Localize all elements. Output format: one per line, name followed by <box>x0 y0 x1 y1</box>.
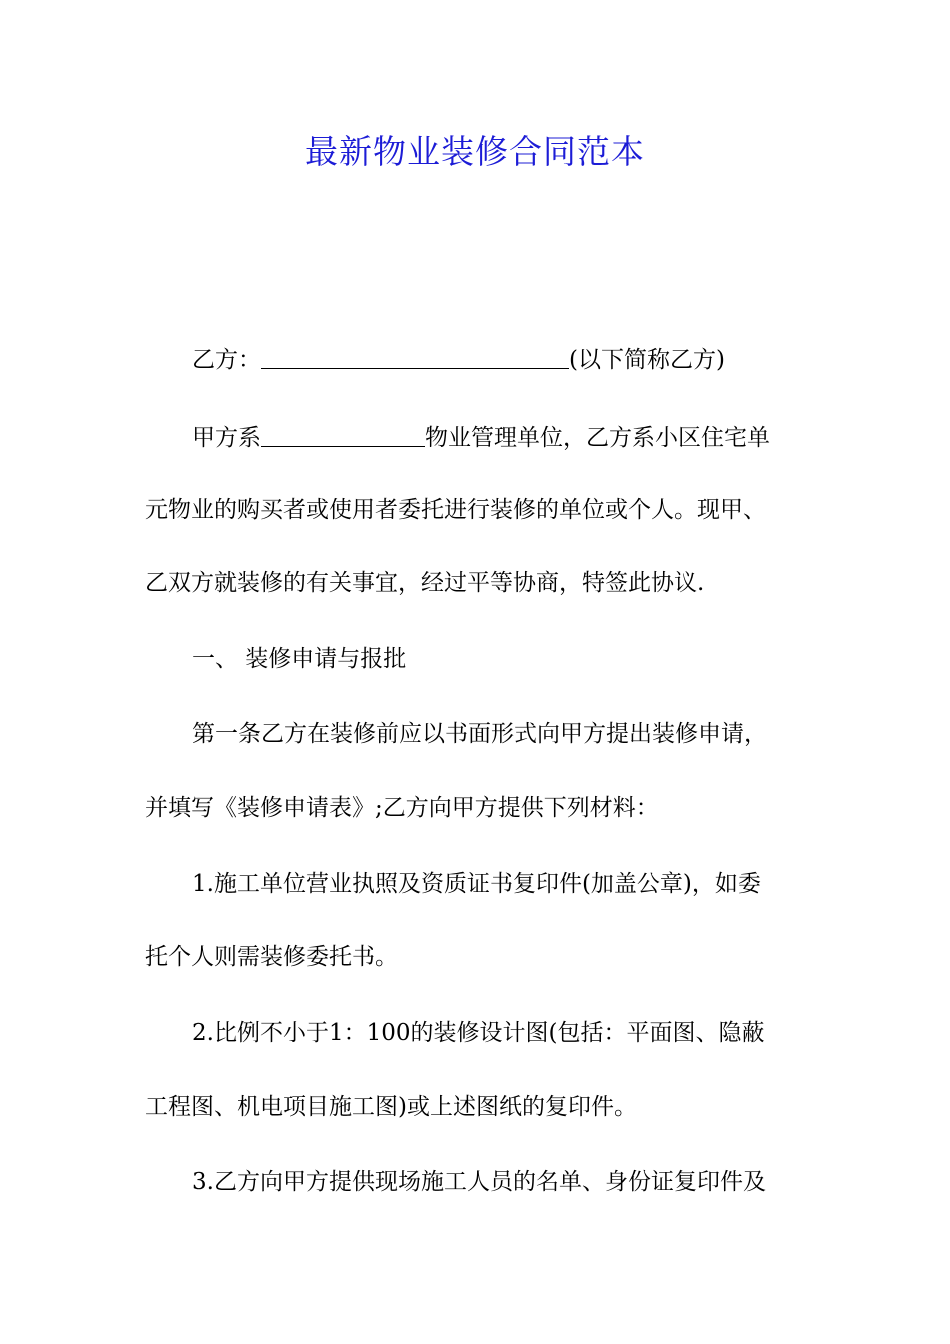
paragraph-line: 1.施工单位营业执照及资质证书复印件(加盖公章)，如委 <box>192 871 761 897</box>
paragraph-line: 工程图、机电项目施工图)或上述图纸的复印件。 <box>145 1094 637 1120</box>
paragraph-line: 元物业的购买者或使用者委托进行装修的单位或个人。现甲、 <box>145 497 766 523</box>
paragraph-line: 并填写《装修申请表》;乙方向甲方提供下列材料： <box>145 795 659 821</box>
party-b-line <box>192 342 810 378</box>
party-b-blank <box>261 342 569 369</box>
party-a-blank <box>261 420 425 447</box>
paragraph-line: 3.乙方向甲方提供现场施工人员的名单、身份证复印件及 <box>192 1169 766 1195</box>
party-b-suffix: (以下简称乙方) <box>569 347 725 373</box>
paragraph-line: 2.比例不小于1：100的装修设计图(包括：平面图、隐蔽 <box>192 1020 765 1046</box>
document-title: 最新物业装修合同范本 <box>305 132 645 171</box>
party-a-line <box>192 420 810 456</box>
paragraph-line: 托个人则需装修委托书。 <box>145 944 398 970</box>
party-a-label: 甲方系 <box>192 425 261 451</box>
paragraph-line: 第一条乙方在装修前应以书面形式向甲方提出装修申请， <box>192 721 767 747</box>
section-heading: 一、 装修申请与报批 <box>192 646 407 672</box>
paragraph-line: 乙双方就装修的有关事宜，经过平等协商，特签此协议. <box>145 570 705 596</box>
party-b-label: 乙方： <box>192 347 261 373</box>
party-a-suffix: 物业管理单位，乙方系小区住宅单 <box>425 425 770 451</box>
